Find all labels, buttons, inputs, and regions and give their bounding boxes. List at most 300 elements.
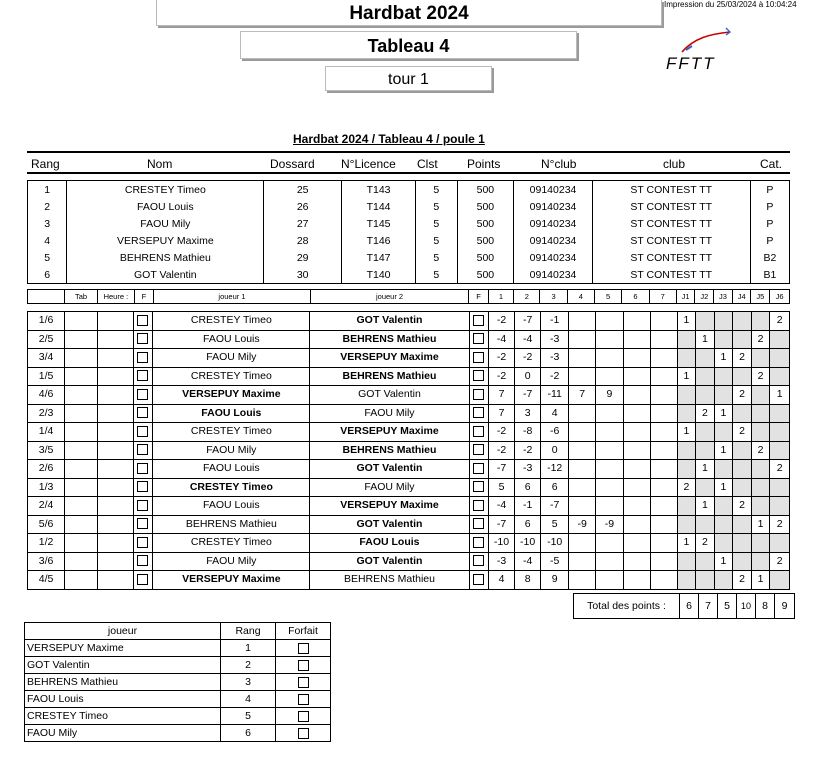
match-player1: FAOU Mily: [153, 552, 310, 571]
set-6-score: [623, 460, 650, 479]
set-6-score: [623, 386, 650, 405]
ranking-col-forfait: Forfait: [276, 623, 331, 640]
match-pair: 1/3: [28, 478, 65, 497]
j4-points: 2: [733, 571, 752, 590]
j5-points: 2: [751, 441, 770, 460]
forfeit-1-checkbox[interactable]: [137, 315, 148, 326]
set-4-score: [568, 330, 595, 349]
j1-points: 1: [677, 367, 696, 386]
ranking-row: [25, 640, 331, 657]
set-6-score: [623, 571, 650, 590]
forfeit-2-checkbox[interactable]: [473, 352, 484, 363]
forfeit-1-checkbox[interactable]: [137, 389, 148, 400]
j6-points: 2: [770, 552, 790, 571]
j5-points: [751, 386, 770, 405]
forfeit-1-cell: [133, 515, 153, 534]
set-3-score: -7: [541, 497, 569, 516]
match-tab: [65, 534, 98, 553]
match-player2: BEHRENS Mathieu: [310, 330, 469, 349]
player-name: FAOU Mily: [67, 215, 264, 232]
ranking-forfeit-checkbox[interactable]: [298, 694, 309, 705]
print-date: Impression du 25/03/2024 à 10:04:24: [664, 0, 797, 9]
match-heure: [97, 349, 133, 368]
col-cat: Cat.: [760, 157, 783, 171]
j3-points: 1: [714, 552, 733, 571]
ranking-forfeit-cell: [276, 691, 331, 708]
forfeit-1-checkbox[interactable]: [137, 574, 148, 585]
ranking-forfeit-checkbox[interactable]: [298, 711, 309, 722]
player-row: [28, 215, 790, 232]
match-row: [28, 534, 790, 553]
set-1-score: -4: [489, 497, 515, 516]
forfeit-2-checkbox[interactable]: [473, 481, 484, 492]
players-table: [27, 180, 790, 284]
j1-points: [677, 349, 696, 368]
set-3-score: -3: [541, 349, 569, 368]
j1-points: [677, 571, 696, 590]
forfeit-1-cell: [133, 552, 153, 571]
ranking-header-row: [25, 623, 331, 640]
player-points: 500: [457, 181, 514, 199]
match-pair: 1/4: [28, 423, 65, 442]
ranking-col-rang: Rang: [221, 623, 276, 640]
set-5-score: [596, 367, 623, 386]
forfeit-2-cell: [469, 367, 489, 386]
match-tab: [65, 423, 98, 442]
player-cat: P: [750, 181, 789, 199]
forfeit-2-checkbox[interactable]: [473, 555, 484, 566]
match-tab: [65, 552, 98, 571]
set-4-score: -9: [568, 515, 595, 534]
set-4-score: [568, 367, 595, 386]
j6-points: [770, 330, 790, 349]
player-points: 500: [457, 266, 514, 284]
set-4-score: [568, 552, 595, 571]
j4-points: [733, 404, 752, 423]
forfeit-2-checkbox[interactable]: [473, 370, 484, 381]
forfeit-2-cell: [469, 386, 489, 405]
set-7-score: [650, 367, 677, 386]
ranking-row: [25, 691, 331, 708]
j1-points: [677, 441, 696, 460]
match-player1: FAOU Louis: [153, 460, 310, 479]
player-name: GOT Valentin: [67, 266, 264, 284]
ranking-table: [24, 622, 331, 742]
player-dossard: 25: [264, 181, 341, 199]
forfeit-1-checkbox[interactable]: [137, 481, 148, 492]
player-dossard: 26: [264, 198, 341, 215]
match-pair: 1/5: [28, 367, 65, 386]
player-points: 500: [457, 198, 514, 215]
player-club: ST CONTEST TT: [592, 232, 750, 249]
set-5-score: [596, 460, 623, 479]
j6-points: 2: [770, 515, 790, 534]
match-tab: [65, 386, 98, 405]
match-tab: [65, 571, 98, 590]
set-2-score: -2: [514, 441, 541, 460]
match-col-header: F: [469, 290, 489, 304]
ranking-forfeit-cell: [276, 674, 331, 691]
player-licence: T145: [341, 215, 415, 232]
player-name: FAOU Louis: [67, 198, 264, 215]
match-row: [28, 552, 790, 571]
match-col-header: J4: [732, 290, 751, 304]
set-2-score: 0: [514, 367, 541, 386]
match-player1: CRESTEY Timeo: [153, 312, 310, 331]
match-tab: [65, 349, 98, 368]
j6-points: [770, 478, 790, 497]
set-1-score: 7: [489, 404, 515, 423]
j6-points: [770, 423, 790, 442]
set-1-score: 7: [489, 386, 515, 405]
set-1-score: -3: [489, 552, 515, 571]
forfeit-1-cell: [133, 571, 153, 590]
forfeit-2-checkbox[interactable]: [473, 537, 484, 548]
match-row: [28, 349, 790, 368]
set-6-score: [623, 349, 650, 368]
match-player2: GOT Valentin: [310, 312, 469, 331]
match-row: [28, 478, 790, 497]
match-player2: GOT Valentin: [310, 552, 469, 571]
j6-points: 2: [770, 460, 790, 479]
fftt-logo: [664, 26, 740, 72]
player-nclub: 09140234: [514, 181, 592, 199]
ranking-row: [25, 708, 331, 725]
forfeit-2-cell: [469, 552, 489, 571]
fftt-logo-text: FFTT: [666, 54, 716, 72]
set-2-score: -10: [514, 534, 541, 553]
ranking-forfeit-checkbox[interactable]: [298, 660, 309, 671]
ranking-row: [25, 674, 331, 691]
j6-points: [770, 497, 790, 516]
set-2-score: 8: [514, 571, 541, 590]
forfeit-1-checkbox[interactable]: [137, 352, 148, 363]
poule-title: Hardbat 2024 / Tableau 4 / poule 1: [293, 132, 485, 146]
player-name: VERSEPUY Maxime: [67, 232, 264, 249]
match-pair: 3/6: [28, 552, 65, 571]
j5-points: [751, 497, 770, 516]
match-col-header: J2: [695, 290, 714, 304]
forfeit-2-checkbox[interactable]: [473, 500, 484, 511]
set-7-score: [650, 478, 677, 497]
match-tab: [65, 497, 98, 516]
player-rang: 1: [44, 183, 51, 196]
set-3-score: 0: [541, 441, 569, 460]
j4-points: 2: [733, 349, 752, 368]
player-rang: 3: [44, 217, 51, 230]
set-4-score: 7: [568, 386, 595, 405]
forfeit-1-checkbox[interactable]: [137, 333, 148, 344]
set-5-score: [596, 404, 623, 423]
match-col-header: 5: [595, 290, 622, 304]
j2-points: 2: [696, 534, 715, 553]
match-col-header: 6: [622, 290, 649, 304]
j2-points: [696, 552, 715, 571]
player-clst: 5: [416, 232, 457, 249]
set-5-score: [596, 552, 623, 571]
set-7-score: [650, 386, 677, 405]
set-4-score: [568, 534, 595, 553]
forfeit-1-cell: [133, 534, 153, 553]
tour-title-box: [325, 66, 492, 91]
forfeit-1-checkbox[interactable]: [137, 370, 148, 381]
j2-points: [696, 423, 715, 442]
match-col-header: 7: [649, 290, 676, 304]
j1-points: [677, 515, 696, 534]
j2-points: [696, 441, 715, 460]
match-row: [28, 423, 790, 442]
set-6-score: [623, 497, 650, 516]
match-row: [28, 441, 790, 460]
player-row: [28, 232, 790, 249]
forfeit-1-checkbox[interactable]: [137, 444, 148, 455]
j6-points: [770, 404, 790, 423]
player-points: 500: [457, 215, 514, 232]
match-tab: [65, 404, 98, 423]
forfeit-1-checkbox[interactable]: [137, 407, 148, 418]
match-heure: [97, 571, 133, 590]
j3-points: [714, 386, 733, 405]
forfeit-2-cell: [469, 534, 489, 553]
ranking-player: BEHRENS Mathieu: [25, 674, 221, 691]
ranking-forfeit-cell: [276, 725, 331, 742]
set-4-score: [568, 460, 595, 479]
j3-points: [714, 460, 733, 479]
forfeit-2-cell: [469, 478, 489, 497]
j1-points: [677, 497, 696, 516]
set-2-score: 6: [514, 515, 541, 534]
match-pair: 4/6: [28, 386, 65, 405]
player-points: 500: [457, 249, 514, 266]
j2-points: 1: [696, 330, 715, 349]
match-player1: CRESTEY Timeo: [153, 534, 310, 553]
forfeit-2-checkbox[interactable]: [473, 426, 484, 437]
match-pair: 5/6: [28, 515, 65, 534]
j5-points: 1: [751, 515, 770, 534]
match-player2: VERSEPUY Maxime: [310, 349, 469, 368]
match-col-header: joueur 2: [310, 290, 469, 304]
j3-total: 5: [718, 594, 737, 619]
set-3-score: 9: [541, 571, 569, 590]
match-row: [28, 312, 790, 331]
j3-points: [714, 571, 733, 590]
forfeit-1-checkbox[interactable]: [137, 537, 148, 548]
match-heure: [97, 515, 133, 534]
set-1-score: -2: [489, 349, 515, 368]
j5-points: 2: [751, 367, 770, 386]
match-heure: [97, 497, 133, 516]
player-club: ST CONTEST TT: [592, 249, 750, 266]
set-5-score: [596, 534, 623, 553]
ranking-forfeit-checkbox[interactable]: [298, 728, 309, 739]
match-heure: [97, 312, 133, 331]
player-nclub: 09140234: [514, 232, 592, 249]
match-row: [28, 386, 790, 405]
j6-points: [770, 441, 790, 460]
player-club: ST CONTEST TT: [592, 266, 750, 284]
forfeit-2-checkbox[interactable]: [473, 518, 484, 529]
set-3-score: -6: [541, 423, 569, 442]
set-5-score: [596, 349, 623, 368]
j1-points: 2: [677, 478, 696, 497]
match-col-header: Tab: [64, 290, 97, 304]
set-2-score: -3: [514, 460, 541, 479]
forfeit-1-checkbox[interactable]: [137, 555, 148, 566]
set-5-score: [596, 441, 623, 460]
set-5-score: [596, 571, 623, 590]
forfeit-2-checkbox[interactable]: [473, 333, 484, 344]
forfeit-2-checkbox[interactable]: [473, 463, 484, 474]
match-heure: [97, 460, 133, 479]
col-rang: Rang: [31, 157, 60, 171]
match-player2: GOT Valentin: [310, 386, 469, 405]
forfeit-2-checkbox[interactable]: [473, 407, 484, 418]
set-7-score: [650, 460, 677, 479]
set-3-score: -11: [541, 386, 569, 405]
match-heure: [97, 552, 133, 571]
match-row: [28, 404, 790, 423]
set-6-score: [623, 534, 650, 553]
match-row: [28, 460, 790, 479]
j5-points: 2: [751, 330, 770, 349]
match-col-header: F: [134, 290, 154, 304]
set-2-score: -7: [514, 312, 541, 331]
set-5-score: [596, 478, 623, 497]
set-6-score: [623, 515, 650, 534]
forfeit-2-checkbox[interactable]: [473, 389, 484, 400]
match-player1: FAOU Louis: [153, 404, 310, 423]
match-player2: BEHRENS Mathieu: [310, 441, 469, 460]
tableau-title-box: [240, 31, 577, 59]
j3-points: [714, 534, 733, 553]
forfeit-2-cell: [469, 404, 489, 423]
set-4-score: [568, 404, 595, 423]
j4-points: [733, 515, 752, 534]
forfeit-1-checkbox[interactable]: [137, 500, 148, 511]
player-nclub: 09140234: [514, 215, 592, 232]
player-club: ST CONTEST TT: [592, 198, 750, 215]
ranking-player: FAOU Mily: [25, 725, 221, 742]
mh-blank: [28, 290, 65, 304]
tableau-title: Tableau 4: [367, 36, 450, 56]
set-3-score: 4: [541, 404, 569, 423]
match-heure: [97, 386, 133, 405]
set-4-score: [568, 571, 595, 590]
player-row: [28, 266, 790, 284]
set-6-score: [623, 441, 650, 460]
j1-points: [677, 460, 696, 479]
forfeit-1-checkbox[interactable]: [137, 463, 148, 474]
col-nom: Nom: [147, 157, 173, 171]
forfeit-1-checkbox[interactable]: [137, 426, 148, 437]
j6-points: [770, 367, 790, 386]
j3-points: [714, 330, 733, 349]
set-3-score: -10: [541, 534, 569, 553]
forfeit-2-checkbox[interactable]: [473, 574, 484, 585]
ranking-rank: 3: [221, 674, 276, 691]
match-heure: [97, 330, 133, 349]
ranking-forfeit-checkbox[interactable]: [298, 677, 309, 688]
match-player1: FAOU Louis: [153, 330, 310, 349]
j4-points: 2: [733, 423, 752, 442]
j3-points: [714, 515, 733, 534]
j2-points: 1: [696, 460, 715, 479]
ranking-row: [25, 725, 331, 742]
match-col-header: Heure :: [98, 290, 135, 304]
player-points: 500: [457, 232, 514, 249]
event-title: Hardbat 2024: [349, 3, 469, 24]
set-3-score: -5: [541, 552, 569, 571]
j5-points: [751, 312, 770, 331]
j4-points: [733, 312, 752, 331]
match-heure: [97, 367, 133, 386]
j4-points: [733, 478, 752, 497]
player-rang: 2: [44, 200, 51, 213]
match-pair: 2/5: [28, 330, 65, 349]
match-player2: VERSEPUY Maxime: [310, 497, 469, 516]
j4-total: 10: [737, 594, 756, 619]
match-pair: 3/5: [28, 441, 65, 460]
j5-points: [751, 460, 770, 479]
player-cat: P: [750, 198, 789, 215]
set-7-score: [650, 552, 677, 571]
forfeit-2-cell: [469, 497, 489, 516]
j2-points: [696, 571, 715, 590]
ranking-forfeit-checkbox[interactable]: [298, 643, 309, 654]
set-6-score: [623, 478, 650, 497]
set-3-score: -3: [541, 330, 569, 349]
set-5-score: [596, 312, 623, 331]
j6-points: 2: [770, 312, 790, 331]
j2-points: [696, 349, 715, 368]
player-rang: 4: [44, 234, 51, 247]
ranking-row: [25, 657, 331, 674]
player-name: CRESTEY Timeo: [67, 181, 264, 199]
set-1-score: -2: [489, 441, 515, 460]
match-player1: CRESTEY Timeo: [153, 423, 310, 442]
forfeit-2-checkbox[interactable]: [473, 315, 484, 326]
forfeit-2-checkbox[interactable]: [473, 444, 484, 455]
forfeit-1-cell: [133, 330, 153, 349]
j2-points: [696, 367, 715, 386]
j5-points: [751, 404, 770, 423]
set-6-score: [623, 312, 650, 331]
forfeit-1-cell: [133, 460, 153, 479]
j5-points: [751, 423, 770, 442]
player-clst: 5: [416, 249, 457, 266]
set-3-score: -1: [541, 312, 569, 331]
j3-points: [714, 423, 733, 442]
match-player1: CRESTEY Timeo: [153, 478, 310, 497]
forfeit-1-checkbox[interactable]: [137, 518, 148, 529]
j5-total: 8: [756, 594, 775, 619]
match-player2: FAOU Louis: [310, 534, 469, 553]
match-heure: [97, 534, 133, 553]
j1-points: 1: [677, 423, 696, 442]
set-1-score: -2: [489, 423, 515, 442]
col-clst: Clst: [417, 157, 438, 171]
set-1-score: 5: [489, 478, 515, 497]
j6-points: [770, 349, 790, 368]
match-row: [28, 367, 790, 386]
match-player1: BEHRENS Mathieu: [153, 515, 310, 534]
set-1-score: -7: [489, 515, 515, 534]
set-6-score: [623, 552, 650, 571]
set-7-score: [650, 330, 677, 349]
set-7-score: [650, 497, 677, 516]
ranking-rank: 6: [221, 725, 276, 742]
set-2-score: 3: [514, 404, 541, 423]
